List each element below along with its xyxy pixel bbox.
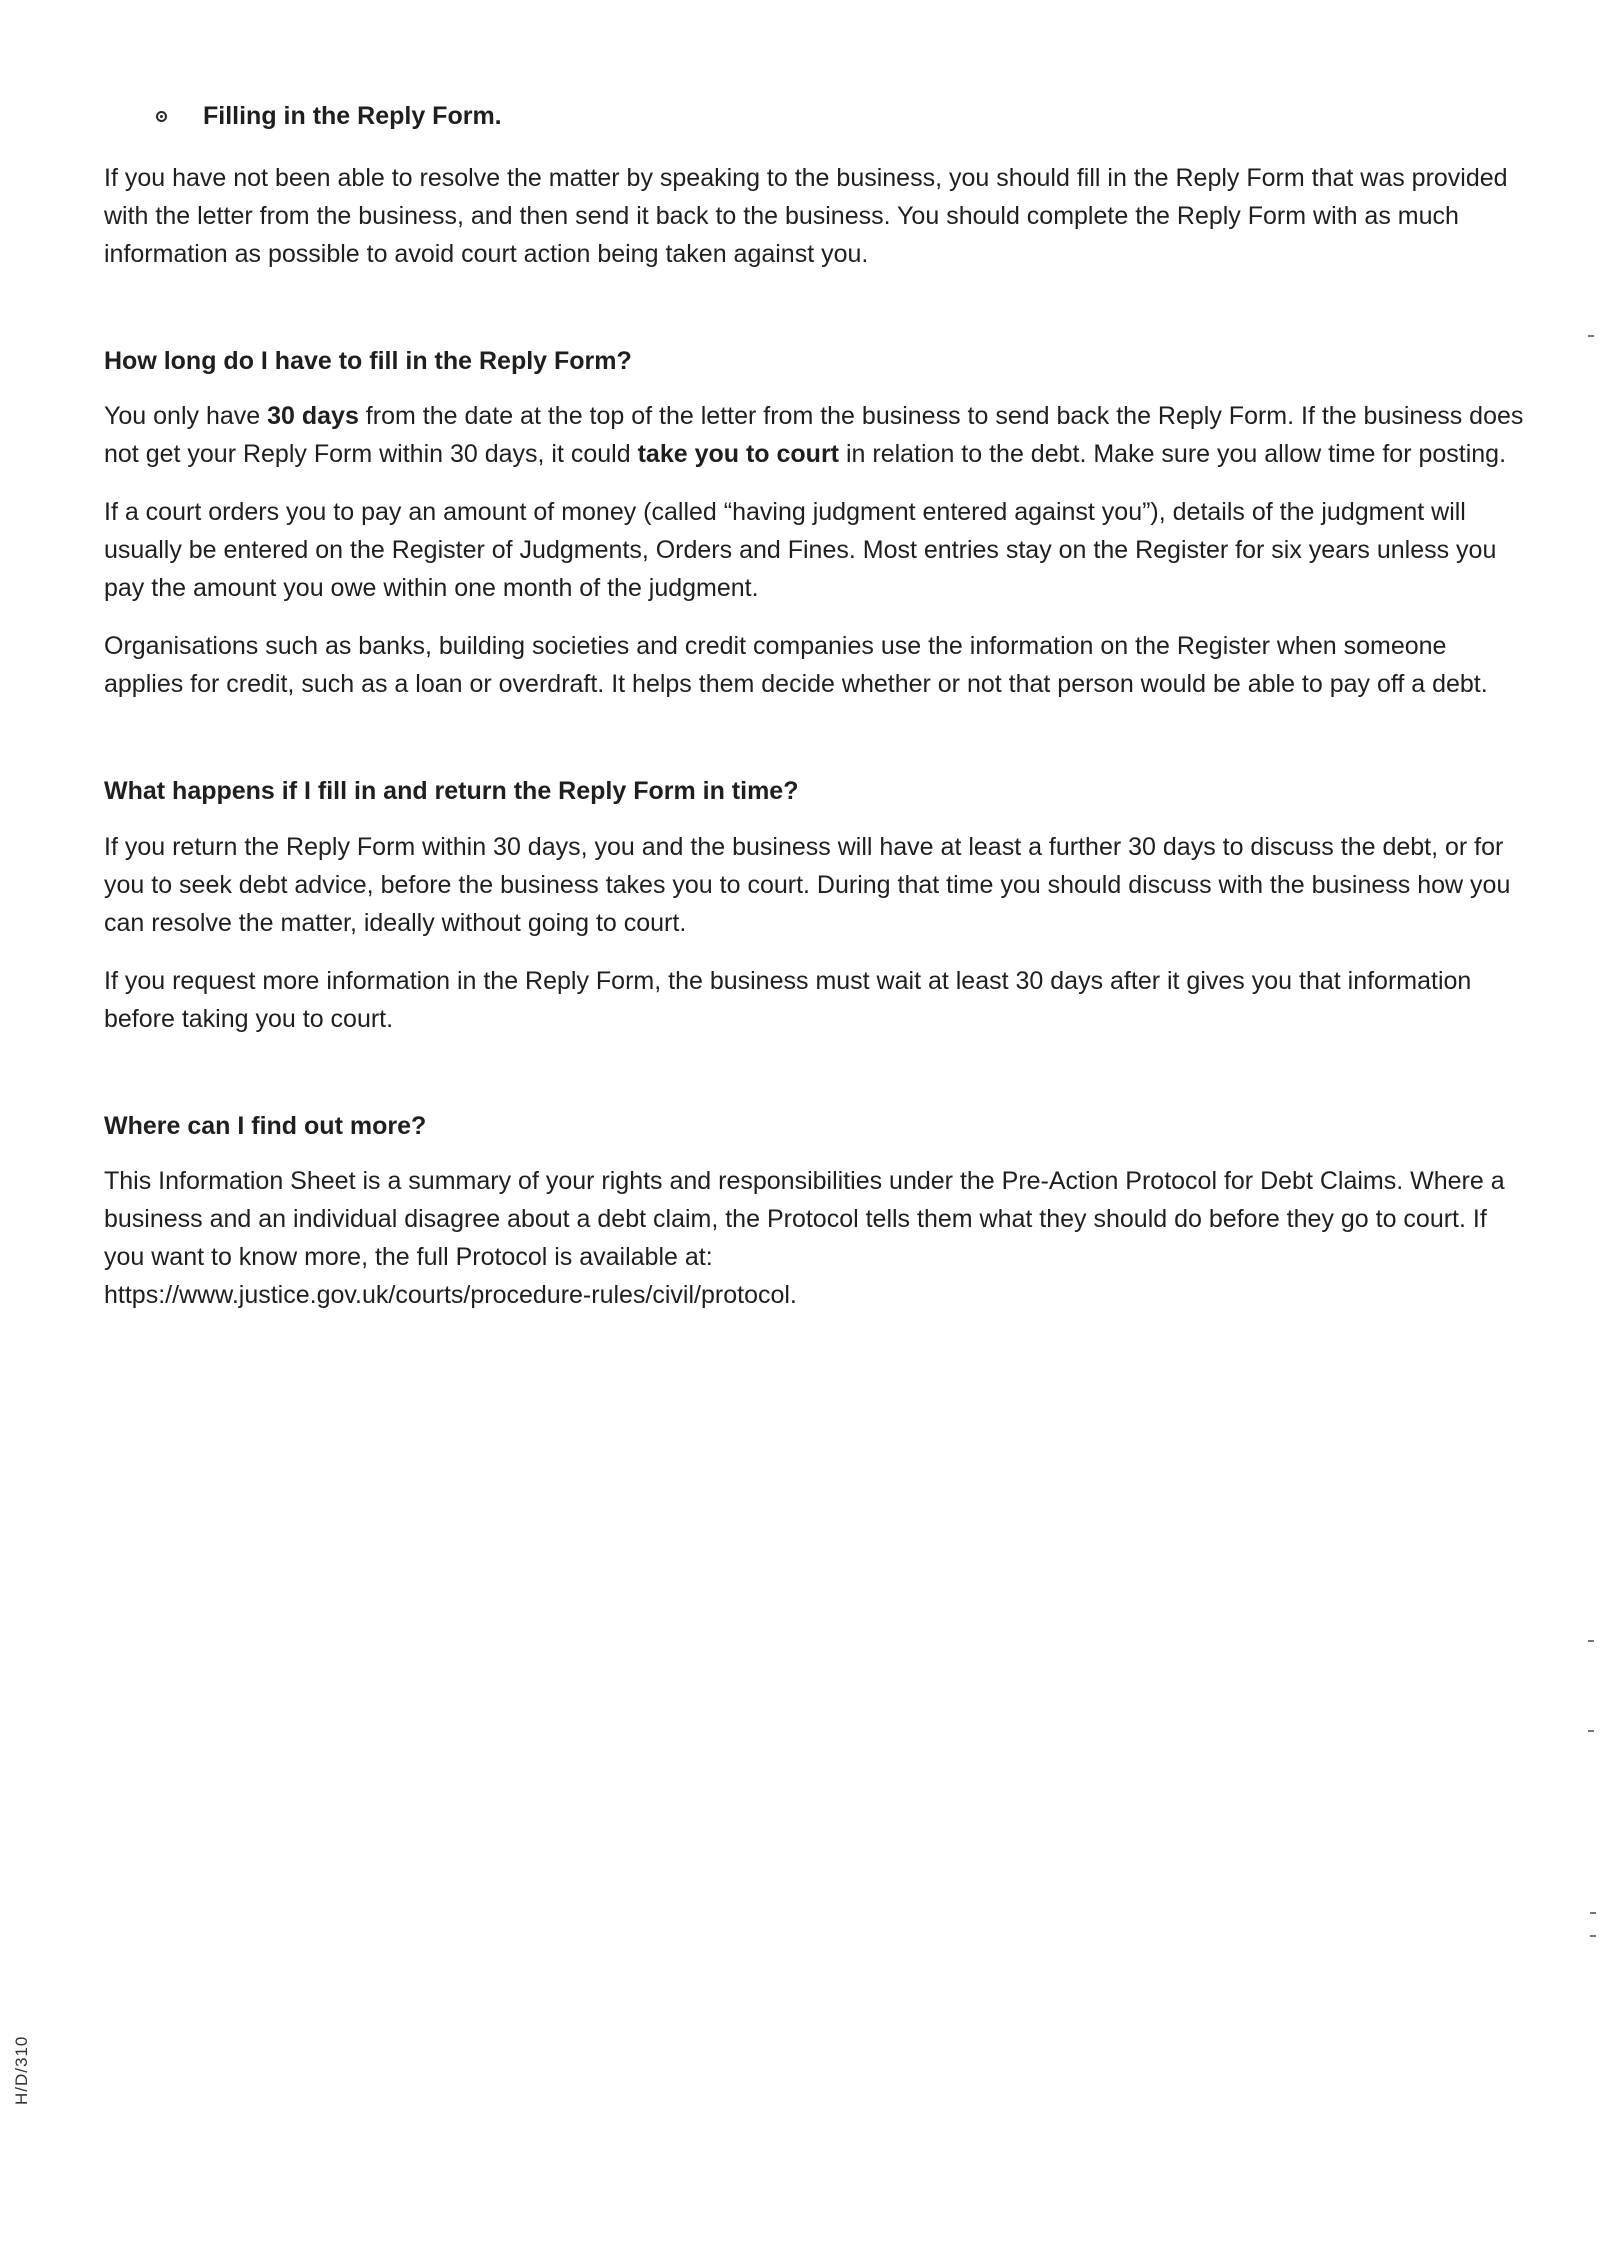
scan-mark [1590, 1912, 1596, 1914]
protocol-paragraph [104, 1162, 1524, 1314]
section-heading: Where can I find out more? [104, 1111, 427, 1140]
text-span: from the date at the top of the letter from the business to send back the Reply Form. If the business does not get your Reply Form within 30 days, it could [104, 402, 1524, 468]
more-info-paragraph: If you request more information in the Reply Form, the business must wait at least 30 days after it gives you that information before taking you to court. [104, 966, 1472, 1033]
protocol-url: https://www.justice.gov.uk/courts/procedure-rules/civil/protocol. [104, 1281, 797, 1309]
register-paragraph: Organisations such as banks, building societies and credit companies use the information on the Register when someone applies for credit, such as a loan or overdraft. It helps them decide whether or not that person would be able to pay off a debt. [104, 632, 1488, 698]
scan-mark [1590, 1935, 1596, 1937]
section-return-in-time [104, 775, 1524, 1038]
form-code: H/D/310 [12, 2035, 31, 2105]
scan-mark [1588, 335, 1594, 337]
intro-paragraph: If you have not been able to resolve the matter by speaking to the business, you should fill in the Reply Form that was provided with the letter from the business, and then send it back to the business. You should complete the Reply Form with as much information as possible to avoid court action being taken against you. [104, 163, 1508, 268]
text-span: You only have [104, 402, 268, 430]
emphasis-30-days: 30 days [267, 402, 359, 430]
section-find-out-more [104, 1110, 1524, 1315]
return-paragraph: If you return the Reply Form within 30 days, you and the business will have at least a further 30 days to discuss the debt, or for you to seek debt advice, before the business takes you to court. During that time you should discuss with the business how you can resolve the matter, ideally without going to court. [104, 832, 1511, 937]
section-heading: How long do I have to fill in the Reply Form? [104, 346, 632, 375]
section-heading: What happens if I fill in and return the Reply Form in time? [104, 777, 799, 805]
bullet-title: Filling in the Reply Form. [203, 102, 502, 130]
bullet-icon [156, 111, 167, 122]
emphasis-take-you-to-court: take you to court [637, 440, 840, 468]
section-reply-deadline [104, 345, 1524, 704]
deadline-paragraph [104, 397, 1524, 473]
text-span: in relation to the debt. Make sure you allow time for posting. [839, 440, 1507, 468]
scan-mark [1588, 1640, 1594, 1642]
judgment-paragraph: If a court orders you to pay an amount of money (called “having judgment entered against you”), details of the judgment will usually be entered on the Register of Judgments, Orders and Fines. Most entries stay on the Register for six years unless you pay the amount you owe within one month of the judgment. [104, 498, 1497, 602]
bullet-item [156, 100, 1524, 133]
document-content [104, 100, 1524, 1334]
text-span: This Information Sheet is a summary of your rights and responsibilities under the Pre-Action Protocol for Debt Claims. Where a business and an individual disagree about a debt claim, the Protocol tells them what they should do before they go to court. If you want to know more, the full Protocol is available at: [104, 1167, 1505, 1271]
scan-mark [1588, 1730, 1594, 1732]
